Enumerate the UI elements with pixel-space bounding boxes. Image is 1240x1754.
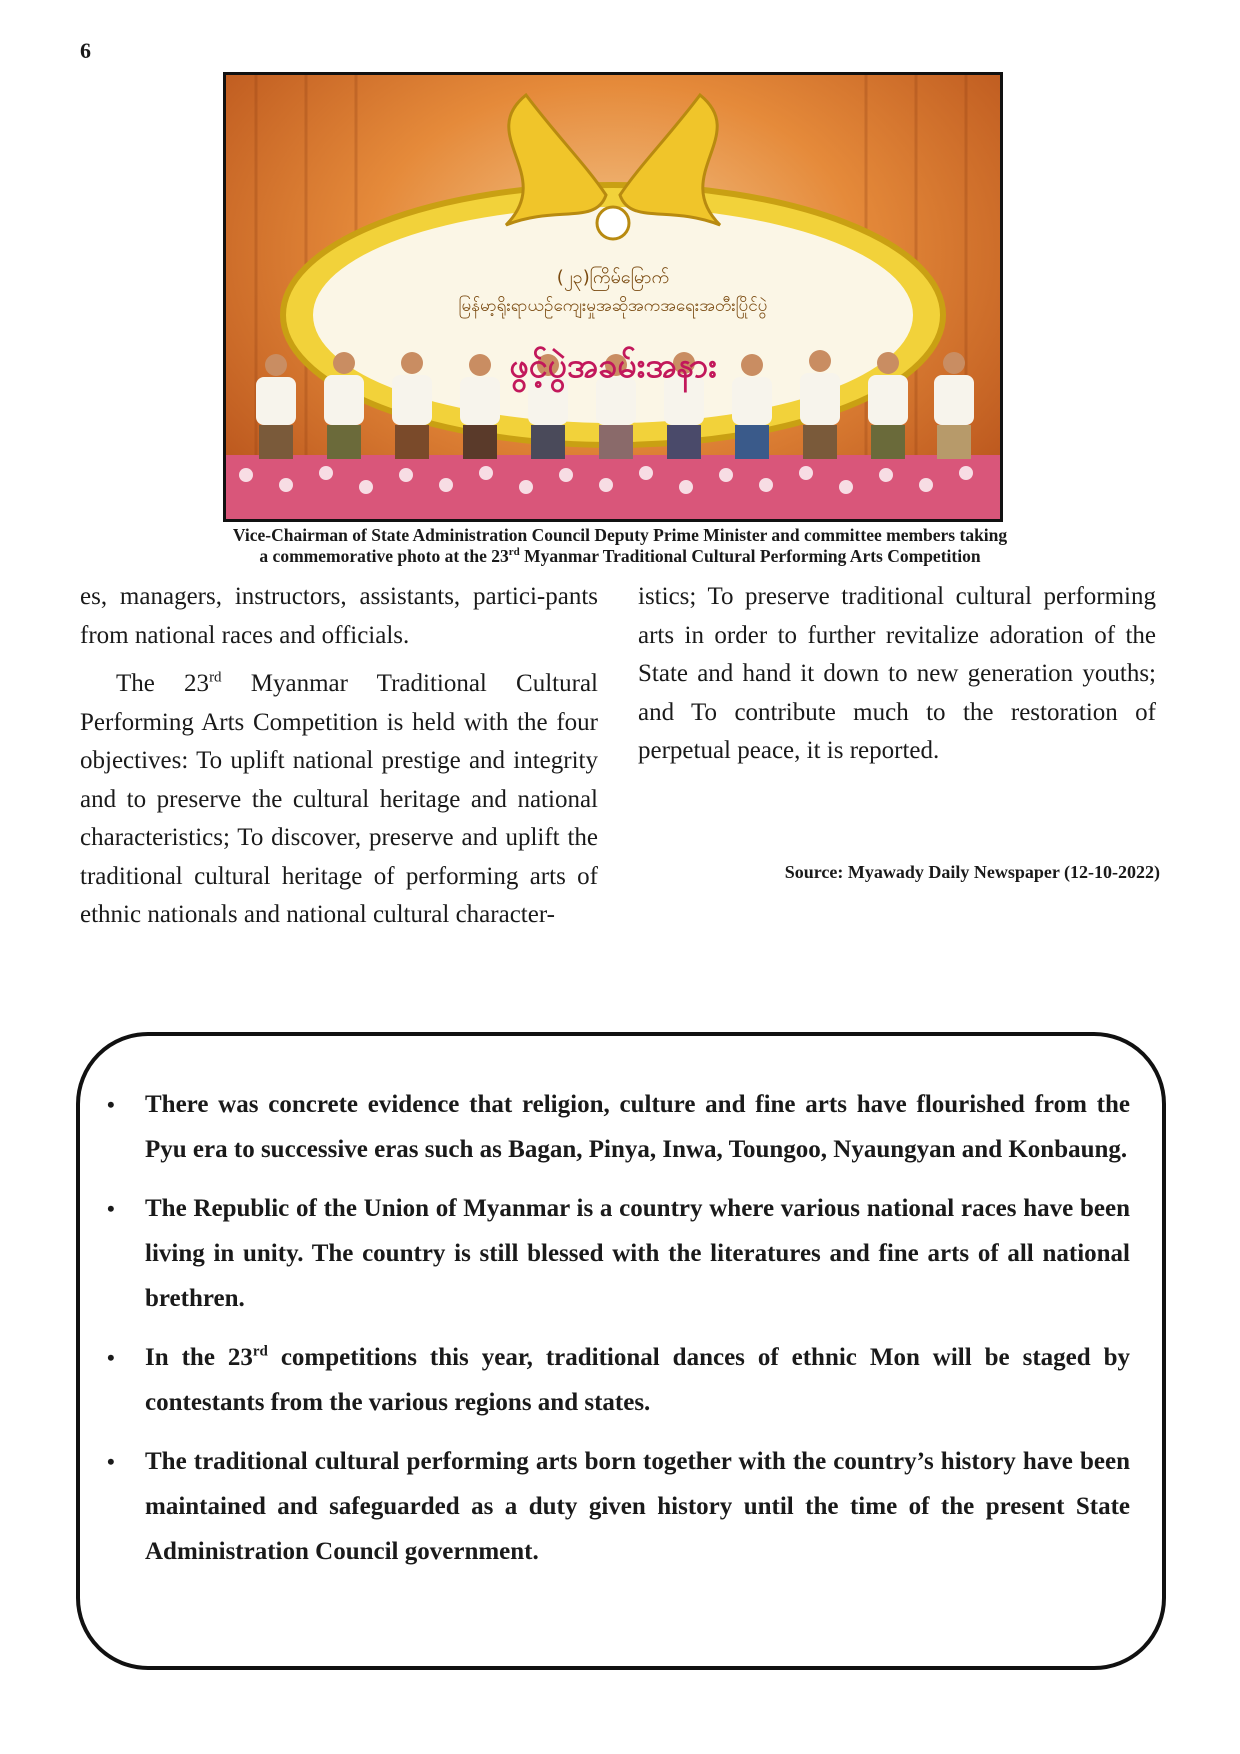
bullet-icon: • [107, 1449, 115, 1474]
article-source: Source: Myawady Daily Newspaper (12-10-2022) [784, 862, 1160, 882]
summary-item-4 [105, 1439, 1130, 1574]
article-column-right [638, 578, 1156, 771]
caption-line-2-start: a commemorative photo at the 23 [259, 546, 509, 566]
bullet-icon: • [107, 1345, 115, 1370]
summary-item-3-start: In the 23 [145, 1344, 253, 1371]
article-column-left [80, 578, 598, 935]
photo-caption [120, 525, 1120, 567]
article-ordinal-suffix: rd [209, 669, 222, 686]
summary-item-3-end: competitions this year, traditional dances of ethnic Mon will be staged by contestants from the various regions and states. [145, 1344, 1130, 1416]
caption-line-1: Vice-Chairman of State Administration Council Deputy Prime Minister and committee members taking [232, 525, 1008, 545]
bullet-icon: • [107, 1092, 115, 1117]
commemorative-photo [223, 72, 1003, 522]
summary-item-3 [105, 1335, 1130, 1425]
article-paragraph-1: es, managers, instructors, assistants, partici-pants from national races and officials. [80, 583, 598, 649]
bullet-icon: • [107, 1196, 115, 1221]
article-paragraph-2-start: The 23 [116, 670, 210, 697]
summary-item-2 [105, 1186, 1130, 1321]
article-paragraph-3: istics; To preserve traditional cultural performing arts in order to further revitalize adoration of the State and hand it down to new generation youths; and To contribute much to the restoration of perpetual peace, it is reported. [638, 583, 1156, 764]
summary-item-1 [105, 1082, 1130, 1172]
photo-banner-line-3: ဖွင့်ပွဲအခမ်းအနား [509, 346, 717, 386]
photo-banner-line-1: (၂၃)ကြိမ်မြောက် [556, 267, 670, 288]
summary-ordinal-suffix: rd [252, 1343, 268, 1360]
article-paragraph-2 [80, 665, 598, 935]
photo-banner-line-2: မြန်မာ့ရိုးရာယဉ်ကျေးမှုအဆိုအကအရေးအတီးပြိုင်ပွဲ [458, 296, 768, 316]
summary-item-1-text: There was concrete evidence that religion, culture and fine arts have flourished from the Pyu era to successive eras such as Bagan, Pinya, Inwa, Toungoo, Nyaungyan and Konbaung. [145, 1091, 1130, 1163]
summary-item-2-text: The Republic of the Union of Myanmar is a country where various national races have been living in unity. The country is still blessed with the literatures and fine arts of all national brethren. [145, 1195, 1130, 1312]
caption-line-2 [120, 546, 1120, 567]
summary-item-3-text [145, 1344, 1130, 1416]
caption-ordinal-suffix: rd [508, 546, 520, 559]
summary-list [105, 1082, 1130, 1588]
page-number: 6 [80, 38, 91, 63]
article-paragraph-2-end: Myanmar Traditional Cultural Performing Arts Competition is held with the four objectives: To uplift national prestige and integrity and to preserve the cultural heritage and national characteristics; To discover, preserve and uplift the traditional cultural heritage of performing arts of ethnic nationals and national cultural character- [80, 670, 598, 928]
summary-item-4-text: The traditional cultural performing arts born together with the country’s history have been maintained and safeguarded as a duty given history until the time of the present State Administration Council government. [145, 1448, 1130, 1565]
caption-line-2-end: Myanmar Traditional Cultural Performing Arts Competition [519, 546, 981, 566]
